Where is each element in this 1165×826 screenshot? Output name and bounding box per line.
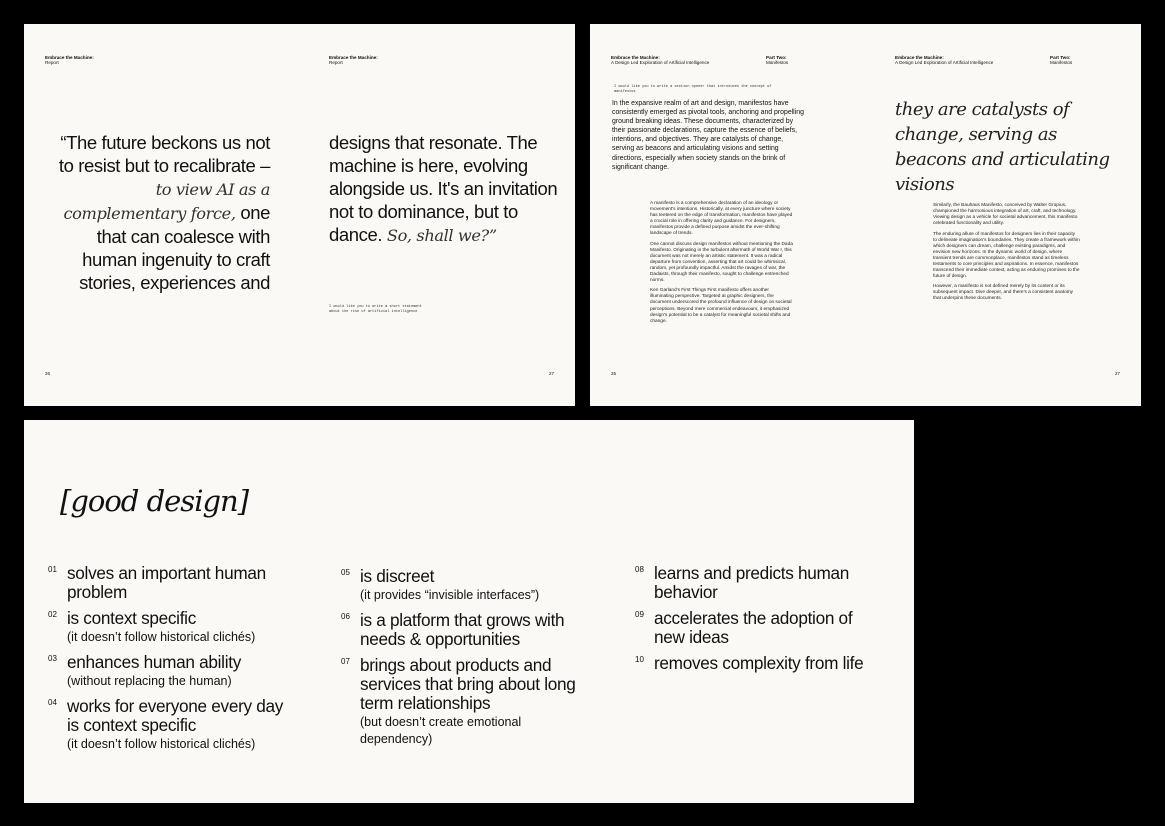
spread-good-design [24, 420, 914, 803]
header-sub: Report [329, 60, 343, 66]
list-item [341, 656, 586, 748]
body-paragraph: However, a manifesto is not defined merely by its content or its subsequent impact. Dive deeper, and there's a consistent anatomy that underpins these documents. [933, 284, 1074, 302]
list-item [635, 564, 865, 602]
item-number: 02 [48, 610, 57, 619]
quote-italic-text: to view AI as a complementary force, [63, 180, 270, 223]
quote-right-column [329, 131, 559, 247]
body-paragraph: Ken Garland's First Things First manifesto offers another illuminating perspective. Targeted at graphic designers, the document underscored the profound influence of design on societal perceptions. Beyond mere commercial endeavours, it emphasized design's potential to be a catalyst for meaningful societal shifts and change. [650, 288, 792, 324]
body-left-column [650, 201, 794, 329]
principles-column-2 [341, 567, 586, 755]
list-item [341, 611, 586, 649]
list-item [635, 654, 865, 673]
body-paragraph: Similarly, the Bauhaus Manifesto, conceived by Walter Gropius, championed the harmonious integration of art, craft, and technology. Viewing design as a vehicle for societal advancement, this manifesto celebrated functionality and utility. [933, 203, 1078, 227]
pull-quote: they are catalysts of change, serving as beacons and articulating visions [895, 99, 1110, 195]
spread-manifestos [590, 24, 1141, 406]
body-paragraph: One cannot discuss design manifestos without mentioning the Dada Manifesto. Originating in the turbulent aftermath of World War I, this document was not merely an artistic statement. It was a radical departure from convention, asserting that art could be whimsical, random, yet profoundly impactful. Amidst the ravages of war, the Dadaists, through their manifesto, sought to challenge entrenched norms. [650, 241, 793, 283]
page-number-right: 27 [1114, 371, 1120, 376]
item-text: brings about products and services that bring about long term relationships [360, 655, 576, 713]
item-text: is a platform that grows with needs & opportunities [360, 610, 565, 649]
header-title: Part Two: [1050, 55, 1071, 60]
page-number-left: 26 [45, 371, 51, 376]
running-header-right [329, 55, 378, 66]
page-title: [good design] [60, 484, 249, 518]
list-item [635, 609, 865, 647]
item-note: (it provides “invisible interfaces”) [360, 588, 540, 602]
item-text: accelerates the adoption of new ideas [654, 608, 853, 647]
header-title: Embrace the Machine: [611, 55, 660, 60]
quote-text: designs that resonate. The machine is here, evolving alongside us. It's an invitation not to dominance, but to dance. [329, 132, 558, 245]
running-header-part-right [1050, 55, 1072, 66]
prompt-note: I would like you to write a short statement about the rise of artificial intelligence [329, 305, 422, 314]
header-sub: A Design Led Exploration of Artificial Intelligence [895, 60, 994, 66]
page-number-right: 27 [548, 371, 554, 376]
quote-text: one that can coalesce with human ingenuity to craft stories, experiences and [79, 202, 270, 293]
header-title: Part Two: [766, 55, 787, 60]
item-text: removes complexity from life [654, 653, 864, 673]
item-text: enhances human ability [67, 652, 241, 672]
item-number: 04 [48, 698, 57, 707]
item-note: (without replacing the human) [67, 674, 232, 688]
item-text: solves an important human problem [67, 563, 266, 602]
item-number: 01 [48, 565, 57, 574]
header-sub: A Design Led Exploration of Artificial Intelligence [611, 60, 710, 66]
item-note: (but doesn’t create emotional dependency) [360, 715, 522, 746]
prompt-note: I would like you to write a section opener that introduces the concept of manifestos [614, 85, 772, 94]
list-item [48, 697, 293, 753]
running-header-left [611, 55, 751, 66]
list-item [48, 609, 293, 646]
quote-text: “The future beckons us not to resist but to recalibrate – [58, 132, 270, 176]
header-sub: Manifestos [1050, 60, 1073, 66]
item-text: works for everyone every day is context specific [67, 696, 284, 735]
item-number: 07 [341, 657, 350, 666]
section-intro: In the expansive realm of art and design, manifestos have consistently emerged as pivotal tools, anchoring and propelling ground breaking ideas. These documents, characterized by their passionate declarations, capture the essence of beliefs, intentions, and objectives. They are catalysts of change, serving as beacons and articulating visions and setting directions, especially when society stands on the brink of significant change. [612, 100, 804, 171]
item-number: 09 [635, 610, 644, 619]
list-item [341, 567, 586, 604]
item-text: is discreet [360, 566, 435, 586]
body-paragraph: The enduring allure of manifestos for designers lies in their capacity to delineate imagination's boundaries. They create a framework within which designers can dream, challenge existing paradigms, and envision new horizons. In the dynamic world of design, where transient trends are commonplace, manifestos stand as timeless testaments to core principles and aspirations. In essence, manifestos transcend their immediate context, acting as enduring promises to the future of design. [933, 231, 1080, 279]
item-note: (it doesn’t follow historical clichés) [67, 630, 256, 644]
running-header-part-left [766, 55, 788, 66]
running-header-left [45, 55, 94, 66]
spread-report-quote [24, 24, 575, 406]
list-item [48, 564, 293, 602]
item-number: 03 [48, 654, 57, 663]
item-number: 08 [635, 565, 644, 574]
item-number: 05 [341, 568, 350, 577]
item-number: 10 [635, 655, 644, 664]
header-title: Embrace the Machine: [45, 55, 94, 60]
body-paragraph: A manifesto is a comprehensive declaration of an ideology or movement's intentions. Historically, at every juncture where society has teetered on the edge of transformation, manifestos have played a crucial role in offering clarity and guidance. For designers, manifestos provide a defined purpose amidst the ever-shifting landscape of trends. [650, 201, 793, 237]
principles-column-3 [635, 564, 865, 680]
header-title: Embrace the Machine: [895, 55, 944, 60]
header-sub: Manifestos [766, 60, 789, 66]
item-number: 06 [341, 612, 350, 621]
page-number-left: 26 [611, 371, 617, 376]
list-item [48, 653, 293, 690]
header-title: Embrace the Machine: [329, 55, 378, 60]
principles-column-1 [48, 564, 293, 760]
item-text: learns and predicts human behavior [654, 563, 850, 602]
body-right-column [933, 203, 1080, 307]
quote-left-column [44, 131, 270, 294]
quote-italic-text: So, shall we?” [386, 226, 497, 245]
running-header-right [895, 55, 1035, 66]
item-text: is context specific [67, 608, 196, 628]
item-note: (it doesn’t follow historical clichés) [67, 737, 256, 751]
header-sub: Report [45, 60, 59, 66]
